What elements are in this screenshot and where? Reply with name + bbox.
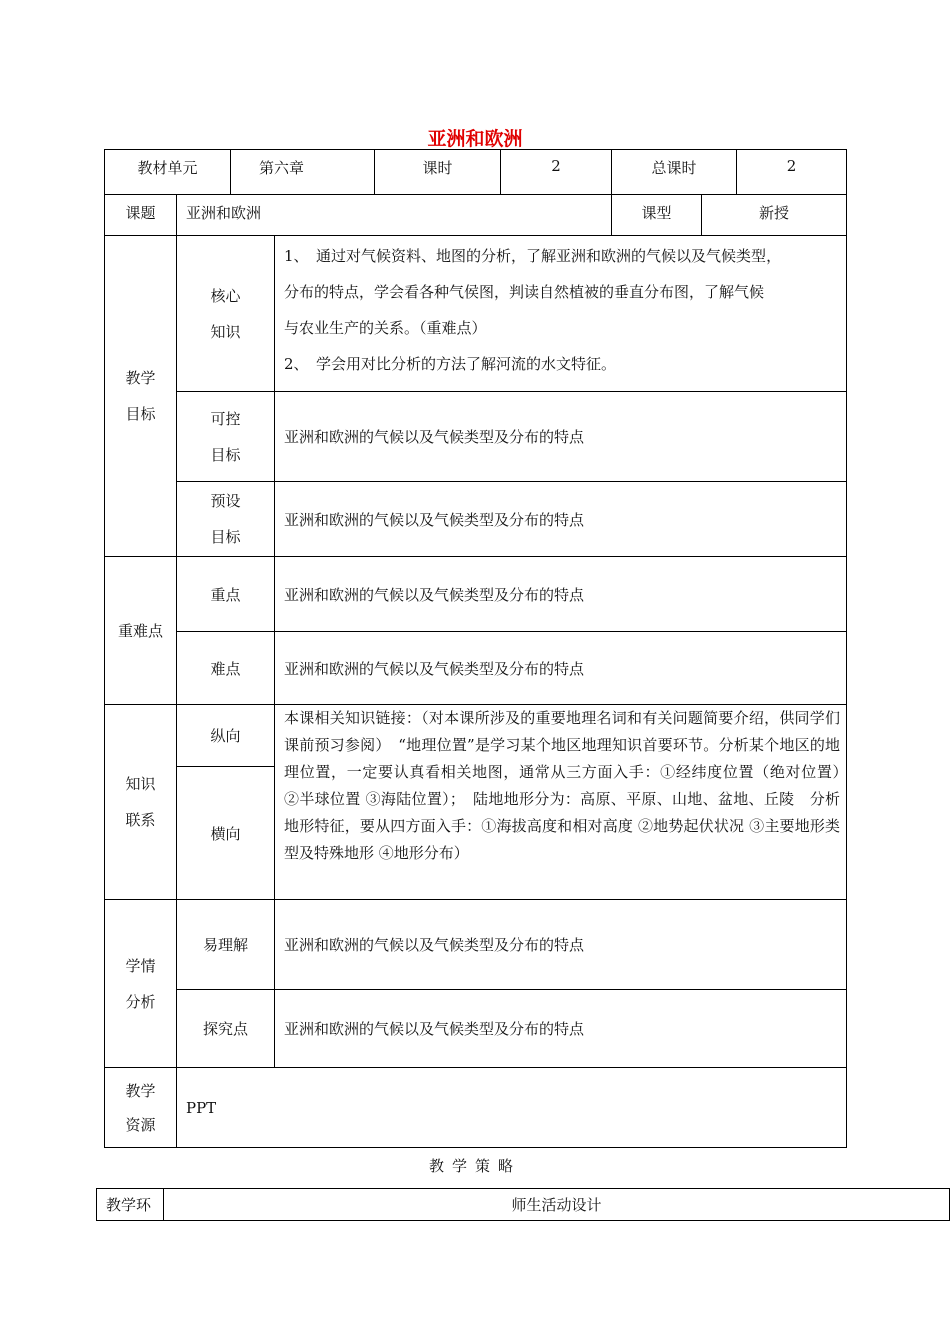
explore-label: 探究点 (177, 990, 275, 1068)
learning-easy-row (105, 900, 847, 990)
topic-row (105, 195, 847, 236)
goals-preset-row (105, 482, 847, 557)
lesson-type-value: 新授 (702, 195, 847, 236)
preset-goal-text: 亚洲和欧洲的气候以及气候类型及分布的特点 (275, 482, 847, 557)
resources-label: 教学 资源 (105, 1068, 177, 1148)
goals-core-row (105, 236, 847, 392)
topic-label: 课题 (105, 195, 177, 236)
lesson-value: 2 (501, 150, 612, 195)
learning-explore-row (105, 990, 847, 1068)
explore-text: 亚洲和欧洲的气候以及气候类型及分布的特点 (275, 990, 847, 1068)
strategy-heading: 教学策略 (428, 1157, 521, 1175)
easy-label: 易理解 (177, 900, 275, 990)
strategy-table (96, 1188, 950, 1221)
lesson-type-label: 课型 (612, 195, 702, 236)
easy-text: 亚洲和欧洲的气候以及气候类型及分布的特点 (275, 900, 847, 990)
preset-goal-label: 预设 目标 (177, 482, 275, 557)
core-knowledge-text: 1、 通过对气候资料、地图的分析，了解亚洲和欧洲的气候以及气候类型， 分布的特点，学会看各种气侯图，判读自然植被的垂直分布图，了解气候 与农业生产的关系。（重难点） 2、 学会用对比分析的方法了解河流的水文特征。 (275, 236, 847, 392)
total-lesson-value: 2 (737, 150, 847, 195)
core-knowledge-label: 核心 知识 (177, 236, 275, 392)
horizontal-label: 横向 (177, 767, 275, 900)
focus-text: 亚洲和欧洲的气候以及气候类型及分布的特点 (275, 557, 847, 632)
teaching-goals-label: 教学 目标 (105, 236, 177, 557)
knowledge-link-text: 本课相关知识链接：（对本课所涉及的重要地理名词和有关问题简要介绍，供同学们课前预习参阅） “地理位置”是学习某个地区地理知识首要环节。分析某个地区的地理位置，一定要认真看相关地图，通常从三方面入手：①经纬度位置（绝对位置） ②半球位置 ③海陆位置）； 陆地地形分为：高原、平原、山地、盆地、丘陵 分析地形特征，要从四方面入手：①海拔高度和相对高度 ②地势起伏状况 ③主要地形类型及特殊地形 ④地形分布） (275, 705, 847, 900)
stage-label: 教学环 (97, 1189, 164, 1221)
knowledge-vertical-row (105, 705, 847, 767)
difficulty-row (105, 632, 847, 705)
key-point-row (105, 557, 847, 632)
topic-value: 亚洲和欧洲 (177, 195, 612, 236)
knowledge-link-label: 知识 联系 (105, 705, 177, 900)
lesson-plan-table (104, 149, 856, 1148)
unit-label: 教材单元 (105, 150, 231, 195)
controllable-goal-label: 可控 目标 (177, 392, 275, 482)
difficulty-text: 亚洲和欧洲的气候以及气候类型及分布的特点 (275, 632, 847, 705)
total-lesson-label: 总课时 (612, 150, 737, 195)
activity-design-label: 师生活动设计 (164, 1189, 950, 1221)
resources-row (105, 1068, 847, 1148)
controllable-goal-text: 亚洲和欧洲的气候以及气候类型及分布的特点 (275, 392, 847, 482)
unit-value: 第六章 (231, 150, 375, 195)
lesson-label: 课时 (375, 150, 501, 195)
difficulty-label: 难点 (177, 632, 275, 705)
key-difficult-label: 重难点 (105, 557, 177, 705)
resources-value: PPT (177, 1068, 847, 1148)
goals-controllable-row (105, 392, 847, 482)
learning-analysis-label: 学情 分析 (105, 900, 177, 1068)
vertical-label: 纵向 (177, 705, 275, 767)
strategy-header-row (97, 1189, 950, 1221)
focus-label: 重点 (177, 557, 275, 632)
document-title: 亚洲和欧洲 (427, 128, 523, 150)
header-row (105, 150, 847, 195)
